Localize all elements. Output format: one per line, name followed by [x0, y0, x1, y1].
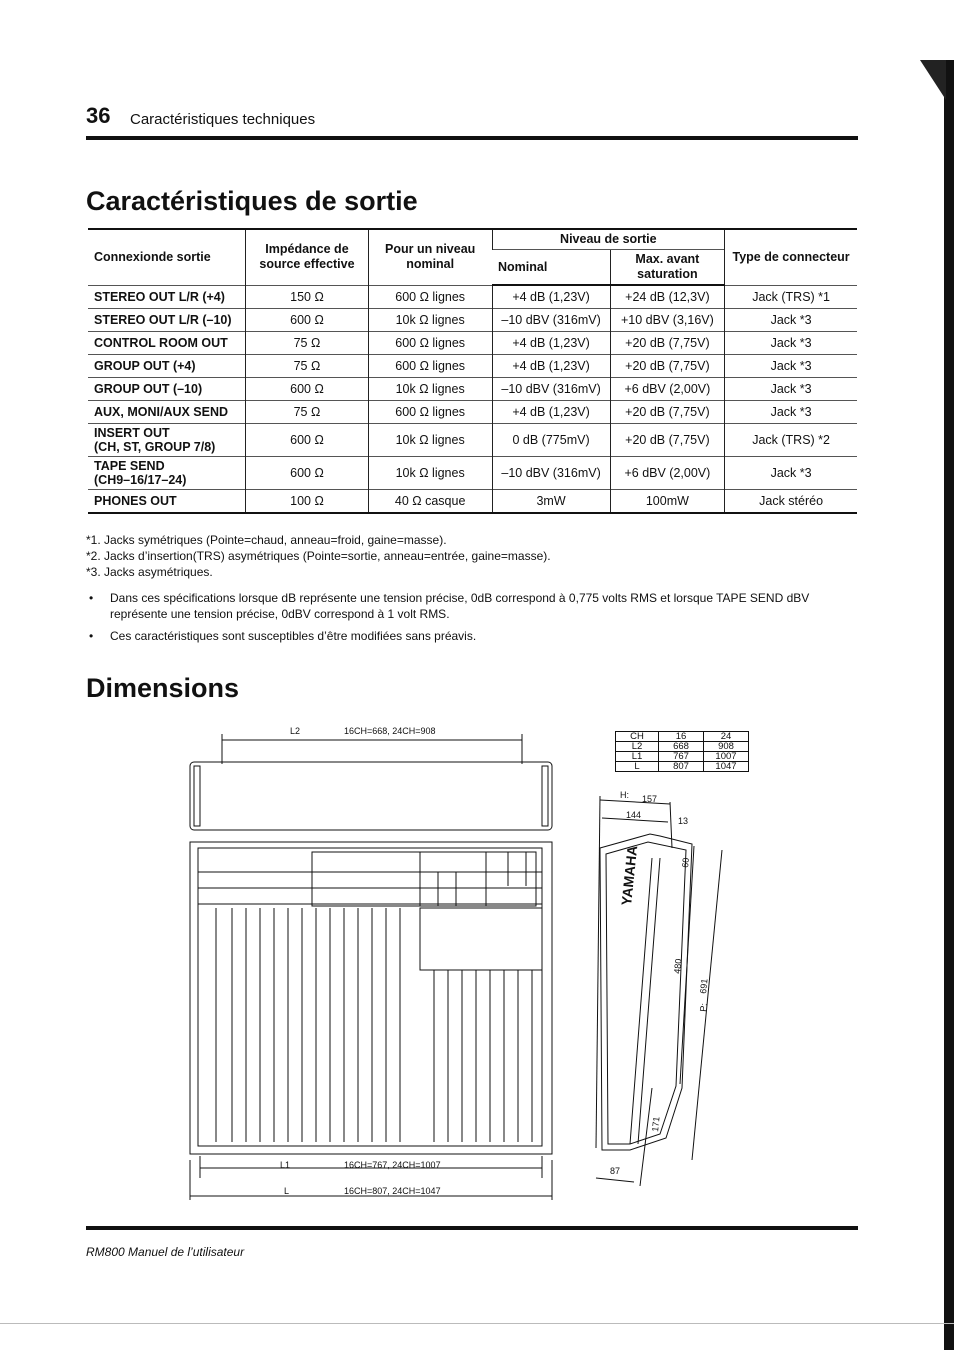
dim-cell: 668 [659, 742, 704, 752]
output-specs-table [88, 228, 857, 514]
cell-max: +6 dBV (2,00V) [610, 457, 725, 490]
cell-nominal-load: 600 Ω lignes [368, 401, 492, 424]
dim-cell: 767 [659, 752, 704, 762]
footnote-1: *1. Jacks symétriques (Pointe=chaud, anneau=froid, gaine=masse). [86, 533, 447, 547]
table-row [88, 424, 857, 457]
value-480: 480 [672, 958, 684, 975]
value-l1: 16CH=767, 24CH=1007 [344, 1160, 441, 1170]
cell-max: +24 dB (12,3V) [610, 285, 725, 309]
value-171: 171 [650, 1116, 662, 1133]
value-l2: 16CH=668, 24CH=908 [344, 726, 436, 736]
cell-type: Jack *3 [725, 332, 857, 355]
row-name: STEREO OUT L/R (+4) [88, 285, 246, 309]
col-header-nominal: Nominal [492, 250, 610, 286]
dim-cell: CH [616, 732, 659, 742]
cell-nominal-load: 600 Ω lignes [368, 355, 492, 378]
row-name-line2: (CH, ST, GROUP 7/8) [94, 440, 216, 454]
dimension-table-row [616, 762, 749, 772]
value-l: 16CH=807, 24CH=1047 [344, 1186, 441, 1196]
row-name [88, 424, 246, 457]
dim-cell: L2 [616, 742, 659, 752]
yamaha-logo: YAMAHA [618, 844, 641, 907]
cell-nominal: +4 dB (1,23V) [492, 355, 610, 378]
cell-nominal: 0 dB (775mV) [492, 424, 610, 457]
value-144: 144 [626, 810, 642, 820]
cell-nominal: 3mW [492, 490, 610, 514]
cell-nominal: +4 dB (1,23V) [492, 285, 610, 309]
dim-cell: L1 [616, 752, 659, 762]
dim-cell: 807 [659, 762, 704, 772]
dim-cell: 24 [704, 732, 749, 742]
mixer-body-outline [190, 842, 552, 1154]
mixer-side-view-drawing [590, 788, 740, 1198]
dim-cell: 1047 [704, 762, 749, 772]
dim-cell: 16 [659, 732, 704, 742]
rear-panel-handle-left [194, 766, 200, 826]
label-l1: L1 [280, 1160, 291, 1170]
cell-nominal-load: 600 Ω lignes [368, 332, 492, 355]
running-title: Caractéristiques techniques [130, 111, 316, 128]
cell-impedance: 600 Ω [246, 424, 369, 457]
cell-impedance: 150 Ω [246, 285, 369, 309]
cell-nominal-load: 10k Ω lignes [368, 309, 492, 332]
footer-text: RM800 Manuel de l’utilisateur [86, 1245, 245, 1259]
cell-type: Jack *3 [725, 401, 857, 424]
cell-impedance: 75 Ω [246, 332, 369, 355]
label-p: P: [698, 1002, 709, 1013]
col-header-output-level: Niveau de sortie [492, 229, 725, 250]
cell-type: Jack stéréo [725, 490, 857, 514]
cell-max: +6 dBV (2,00V) [610, 378, 725, 401]
row-name: PHONES OUT [88, 490, 246, 514]
row-name: GROUP OUT (+4) [88, 355, 246, 378]
dimension-table [615, 731, 749, 772]
side-profile-inner [606, 842, 686, 1144]
page-edge-bar [944, 60, 954, 1350]
cell-nominal-load: 40 Ω casque [368, 490, 492, 514]
section-title-dimensions: Dimensions [86, 673, 240, 703]
cell-nominal: –10 dBV (316mV) [492, 378, 610, 401]
cell-type: Jack (TRS) *2 [725, 424, 857, 457]
cell-nominal: –10 dBV (316mV) [492, 457, 610, 490]
cell-max: +10 dBV (3,16V) [610, 309, 725, 332]
section-title-output: Caractéristiques de sortie [86, 186, 418, 216]
master-meter-block [420, 908, 542, 970]
col-header-connexion: Connexionde sortie [88, 229, 246, 285]
cell-impedance: 600 Ω [246, 378, 369, 401]
dimension-table-row [616, 752, 749, 762]
cell-nominal-load: 10k Ω lignes [368, 457, 492, 490]
value-87: 87 [610, 1166, 621, 1176]
cell-impedance: 75 Ω [246, 401, 369, 424]
dim-cell: L [616, 762, 659, 772]
page-number: 36 [86, 103, 111, 128]
header-rule [86, 136, 858, 140]
dim-cell: 908 [704, 742, 749, 752]
row-name: STEREO OUT L/R (–10) [88, 309, 246, 332]
cell-nominal: +4 dB (1,23V) [492, 332, 610, 355]
col-header-nominal-load: Pour un niveau nominal [368, 229, 492, 285]
cell-max: +20 dB (7,75V) [610, 332, 725, 355]
dimension-table-row [616, 742, 749, 752]
cell-type: Jack *3 [725, 309, 857, 332]
rear-panel-handle-right [542, 766, 548, 826]
cell-impedance: 100 Ω [246, 490, 369, 514]
row-name-line1: TAPE SEND [94, 459, 165, 473]
dim-guide-right [670, 802, 672, 848]
label-l: L [284, 1186, 290, 1196]
col-header-connector-type: Type de connecteur [725, 229, 857, 285]
row-name: AUX, MONI/AUX SEND [88, 401, 246, 424]
label-l2: L2 [290, 726, 301, 736]
cell-nominal-load: 600 Ω lignes [368, 285, 492, 309]
page-bottom-rule [0, 1323, 954, 1324]
row-name: CONTROL ROOM OUT [88, 332, 246, 355]
cell-max: +20 dB (7,75V) [610, 355, 725, 378]
cell-max: +20 dB (7,75V) [610, 424, 725, 457]
cell-impedance: 600 Ω [246, 457, 369, 490]
table-row [88, 490, 857, 514]
table-row [88, 457, 857, 490]
cell-type: Jack *3 [725, 355, 857, 378]
footer-rule [86, 1226, 858, 1230]
label-h: H: [620, 790, 629, 800]
channel-strips [216, 908, 532, 1142]
value-p: 691 [698, 978, 710, 995]
value-13: 13 [678, 816, 689, 826]
value-h: 157 [642, 794, 658, 804]
row-name: GROUP OUT (–10) [88, 378, 246, 401]
col-header-impedance: Impédance de source effective [246, 229, 369, 285]
bullet-note-changes: • Ces caractéristiques sont susceptibles d’être modifiées sans préavis. [86, 628, 861, 644]
mixer-top-view-drawing [186, 720, 566, 1205]
cell-nominal: +4 dB (1,23V) [492, 401, 610, 424]
cell-nominal-load: 10k Ω lignes [368, 424, 492, 457]
footnotes [86, 532, 861, 644]
footnote-2: *2. Jacks d’insertion(TRS) asymétriques (Pointe=sortie, anneau=entrée, gaine=masse). [86, 549, 551, 563]
col-header-max: Max. avant saturation [610, 250, 725, 286]
row-name-line2: (CH9–16/17–24) [94, 473, 187, 487]
dim-line-87 [596, 1178, 634, 1182]
cell-type: Jack *3 [725, 378, 857, 401]
dim-guide-left [596, 796, 600, 1148]
bullet-note-db: • Dans ces spécifications lorsque dB représente une tension précise, 0dB correspond à 0,775 volts RMS et lorsque TAPE SEND dBV représente une tension précise, 0dBV correspond à 1 volt RMS. [86, 590, 861, 622]
cell-type: Jack *3 [725, 457, 857, 490]
master-section-outline [312, 852, 536, 906]
cell-impedance: 75 Ω [246, 355, 369, 378]
dimension-table-header [616, 732, 749, 742]
cell-nominal-load: 10k Ω lignes [368, 378, 492, 401]
footnote-3: *3. Jacks asymétriques. [86, 565, 213, 579]
row-name-line1: INSERT OUT [94, 426, 170, 440]
table-row [88, 355, 857, 378]
dim-cell: 1007 [704, 752, 749, 762]
side-profile-outline [600, 834, 692, 1150]
dim-line-h [600, 800, 670, 804]
table-row [88, 401, 857, 424]
page-edge-notch [920, 60, 946, 100]
value-60: 60 [680, 857, 692, 869]
cell-nominal: –10 dBV (316mV) [492, 309, 610, 332]
table-row [88, 309, 857, 332]
table-row [88, 332, 857, 355]
cell-impedance: 600 Ω [246, 309, 369, 332]
table-header-row [88, 229, 857, 250]
row-name [88, 457, 246, 490]
rear-panel-outline [190, 762, 552, 830]
table-row [88, 285, 857, 309]
cell-type: Jack (TRS) *1 [725, 285, 857, 309]
cell-max: 100mW [610, 490, 725, 514]
table-row [88, 378, 857, 401]
cell-max: +20 dB (7,75V) [610, 401, 725, 424]
